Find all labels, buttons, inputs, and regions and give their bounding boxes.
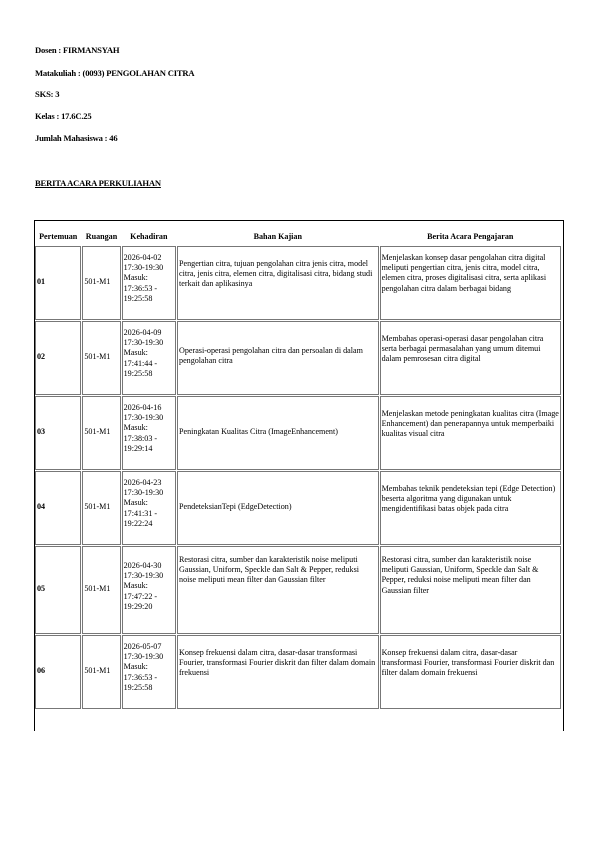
cell-ruangan: 501-M1 [82,546,120,634]
cell-ruangan: 501-M1 [82,635,120,709]
cell-pertemuan: 02 [35,321,81,395]
cell-berita-acara: Membahas operasi-operasi dasar pengolahan citra serta berbagai permasalahan yang umum ditemui dalam pemrosesan citra digital [380,321,561,395]
cell-pertemuan: 06 [35,635,81,709]
lecture-report-table [34,228,562,710]
course-info: Matakuliah : (0093) PENGOLAHAN CITRA [35,68,195,78]
cell-berita-acara: Restorasi citra, sumber dan karakteristik noise meliputi Gaussian, Uniform, Speckle dan Salt & Pepper, reduksi noise meliputi mean filter dan Gaussian filter [380,546,561,634]
attendance-label: Masuk: [123,423,148,433]
cell-kehadiran [122,546,176,634]
attendance-date: 2026-04-09 [123,328,162,337]
attendance-in: 17:41:31 - [123,508,158,518]
attendance-out: 19:29:20 [123,601,153,611]
attendance-schedule: 17:30-19:30 [123,413,164,423]
cell-ruangan: 501-M1 [82,396,120,470]
document-title: BERITA ACARA PERKULIAHAN [35,178,161,188]
attendance-schedule: 17:30-19:30 [123,571,164,581]
attendance-out: 19:25:58 [123,368,153,378]
attendance-label: Masuk: [123,498,148,508]
table-header-row [35,229,561,245]
cell-kehadiran [122,471,176,545]
table-row [35,471,561,545]
cell-berita-acara: Menjelaskan konsep dasar pengolahan citra digital meliputi pengertian citra, jenis citra, model citra, elemen citra, proses digitalisasi citra, serta aplikasi pengolahan citra dalam berbagai bidang [380,246,561,320]
cell-pertemuan: 01 [35,246,81,320]
cell-bahan-kajian: Restorasi citra, sumber dan karakteristik noise meliputi Gaussian, Uniform, Speckle dan Salt & Pepper, reduksi noise meliputi mean filter dan Gaussian filter [177,546,379,634]
attendance-label: Masuk: [123,348,148,358]
table-row [35,246,561,320]
header-berita-acara: Berita Acara Pengajaran [427,231,514,241]
cell-bahan-kajian: Pengertian citra, tujuan pengolahan citra jenis citra, model citra, jenis citra, elemen citra, digitalisasi citra, bidang studi terkait dan aplikasinya [177,246,379,320]
attendance-out: 19:29:14 [123,443,153,453]
attendance-label: Masuk: [123,581,148,591]
attendance-out: 19:22:24 [123,518,153,528]
student-count-info: Jumlah Mahasiswa : 46 [35,133,118,143]
header-pertemuan: Pertemuan [39,231,78,241]
attendance-out: 19:25:58 [123,293,153,303]
credits-info: SKS: 3 [35,89,60,99]
cell-kehadiran [122,635,176,709]
cell-berita-acara: Konsep frekuensi dalam citra, dasar-dasar transformasi Fourier, transformasi Fourier diskrit dan filter dalam domain frekuensi [380,635,561,709]
table-row [35,546,561,634]
attendance-in: 17:41:44 - [123,358,158,368]
header-bahan-kajian: Bahan Kajian [253,231,302,241]
attendance-date: 2026-05-07 [123,642,162,651]
header-ruangan: Ruangan [85,231,118,241]
attendance-in: 17:38:03 - [123,433,158,443]
cell-kehadiran [122,246,176,320]
attendance-date: 2026-04-16 [123,403,162,412]
attendance-label: Masuk: [123,662,148,672]
table-row [35,321,561,395]
class-info: Kelas : 17.6C.25 [35,111,92,121]
cell-ruangan: 501-M1 [82,471,120,545]
header-kehadiran: Kehadiran [130,231,168,241]
attendance-in: 17:36:53 - [123,672,158,682]
attendance-schedule: 17:30-19:30 [123,263,164,273]
cell-bahan-kajian: Operasi-operasi pengolahan citra dan persoalan di dalam pengolahan citra [177,321,379,395]
lecturer-info: Dosen : FIRMANSYAH [35,45,120,55]
attendance-in: 17:47:22 - [123,591,158,601]
cell-bahan-kajian: Konsep frekuensi dalam citra, dasar-dasar transformasi Fourier, transformasi Fourier diskrit dan filter dalam domain frekuensi [177,635,379,709]
cell-pertemuan: 03 [35,396,81,470]
cell-berita-acara: Membahas teknik pendeteksian tepi (Edge Detection) beserta algoritma yang digunakan untuk mengidentifikasi batas objek pada citra [380,471,561,545]
cell-berita-acara: Menjelaskan metode peningkatan kualitas citra (Image Enhancement) dan penerapannya untuk memperbaiki kualitas visual citra [380,396,561,470]
cell-pertemuan: 04 [35,471,81,545]
attendance-schedule: 17:30-19:30 [123,338,164,348]
cell-ruangan: 501-M1 [82,321,120,395]
attendance-schedule: 17:30-19:30 [123,488,164,498]
attendance-date: 2026-04-02 [123,253,162,262]
cell-bahan-kajian: Peningkatan Kualitas Citra (ImageEnhancement) [177,396,379,470]
table-row [35,635,561,709]
attendance-date: 2026-04-23 [123,478,162,487]
cell-kehadiran [122,321,176,395]
attendance-date: 2026-04-30 [123,561,162,570]
table-row [35,396,561,470]
cell-kehadiran [122,396,176,470]
attendance-in: 17:36:53 - [123,283,158,293]
attendance-out: 19:25:58 [123,682,153,692]
cell-ruangan: 501-M1 [82,246,120,320]
cell-bahan-kajian: PendeteksianTepi (EdgeDetection) [177,471,379,545]
attendance-label: Masuk: [123,273,148,283]
attendance-schedule: 17:30-19:30 [123,652,164,662]
cell-pertemuan: 05 [35,546,81,634]
